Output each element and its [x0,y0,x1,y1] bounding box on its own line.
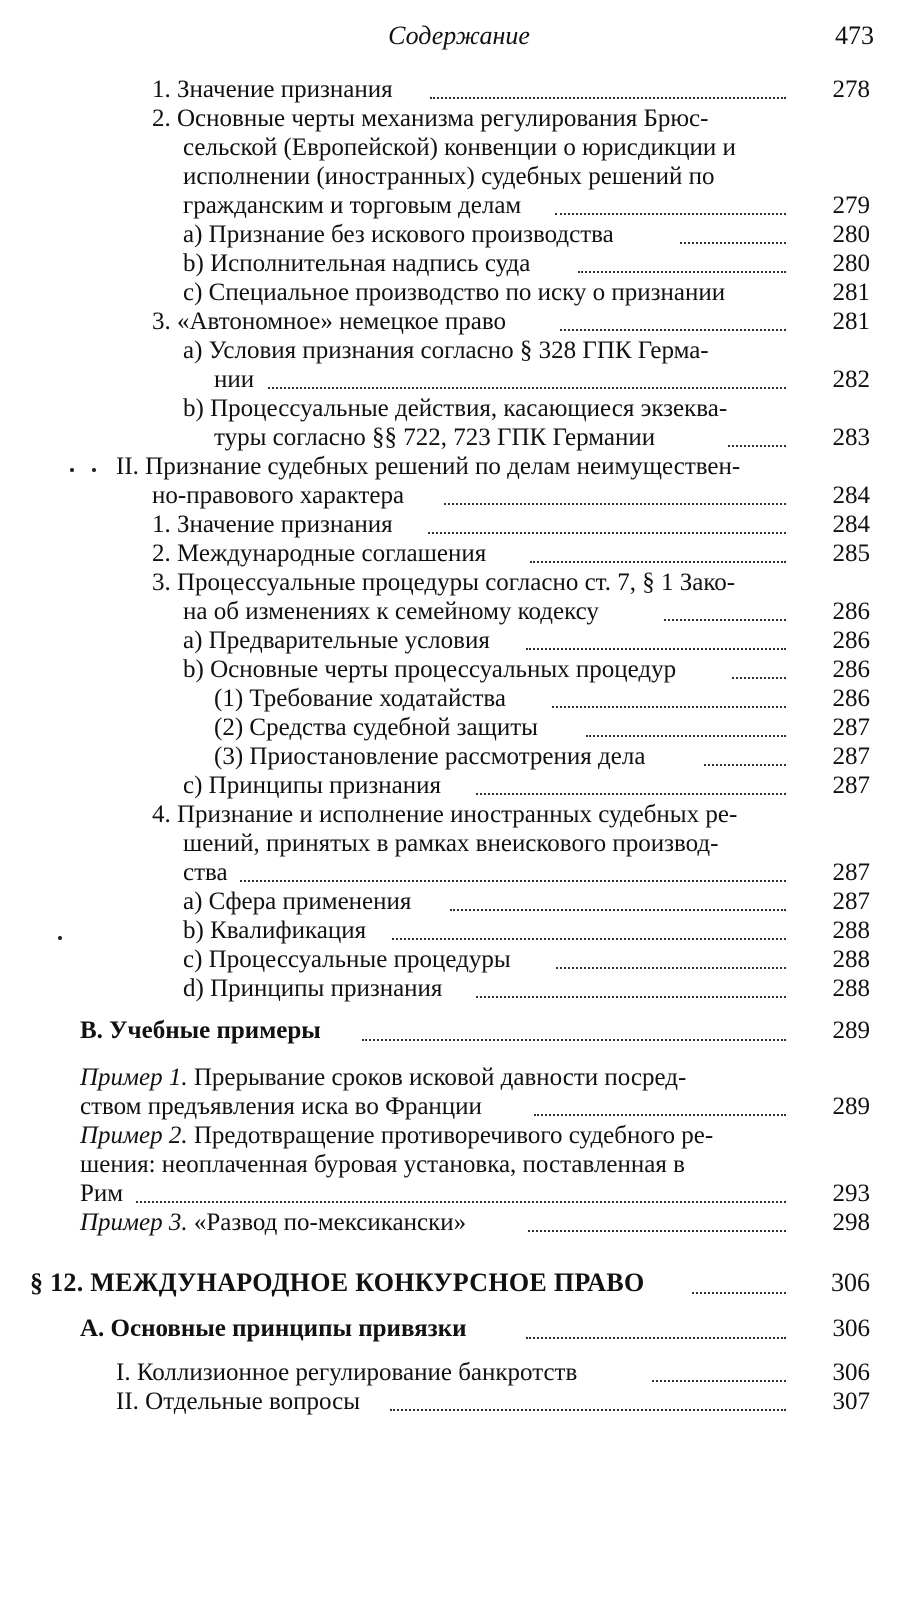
toc-entry-page: 281 [832,308,870,335]
toc-entry-title-cont: Рим [80,1180,124,1207]
toc-entry-page: 287 [832,714,870,741]
toc-entry[interactable] [0,104,918,220]
toc-entry-page: 279 [832,192,870,219]
toc-entry-page: 287 [832,859,870,886]
toc-entry[interactable] [0,1016,918,1046]
toc-entry-page: 286 [832,598,870,625]
toc-entry[interactable] [0,626,918,655]
leader-dots [476,793,786,795]
toc-entry-title-line [80,1121,713,1150]
leader-dots [578,271,786,273]
toc-entry-page: 306 [832,1359,870,1386]
leader-dots [552,706,786,708]
leader-dots [362,1039,786,1041]
toc-entry-title: a) Условия признания согласно § 328 ГПК Герма- [183,337,709,364]
toc-entry-title: b) Исполнительная надпись суда [183,250,531,277]
toc-entry-page: 286 [832,627,870,654]
toc-entry-title: d) Принципы признания [183,975,443,1002]
toc-entry[interactable] [0,394,918,452]
leader-dots [680,242,786,244]
leader-dots [528,1230,786,1232]
toc-entry-title-cont: исполнении (иностранных) судебных решений по [183,163,715,190]
toc-entry-page: 278 [832,76,870,103]
leader-dots [476,996,786,998]
toc-entry-title: II. Признание судебных решений по делам неимуществен- [116,453,741,480]
toc-entry-page: 287 [832,743,870,770]
toc-entry-title-cont: на об изменениях к семейному кодексу [183,598,599,625]
toc-entry[interactable] [0,916,918,945]
running-title: Содержание [388,21,530,50]
toc-entry-title: 2. Основные черты механизма регулирования Брюс- [152,105,709,132]
toc-entry-title: B. Учебные примеры [80,1017,321,1044]
toc-entry-title: 2. Международные соглашения [152,540,487,567]
leader-dots [526,648,786,650]
toc-entry[interactable] [0,1387,918,1416]
toc-entry-title: (2) Средства судебной защиты [214,714,538,741]
toc-entry-title-cont: нии [214,366,255,393]
toc-entry-title: a) Сфера применения [183,888,412,915]
leader-dots [728,445,786,447]
leader-dots [136,1201,786,1203]
toc-entry-title: 3. Процессуальные процедуры согласно ст. 7, § 1 Зако- [152,569,736,596]
leader-dots [732,677,786,679]
toc-entry[interactable] [0,684,918,713]
toc-entry-page: 289 [832,1017,870,1044]
toc-entry-title: 4. Признание и исполнение иностранных судебных ре- [152,801,738,828]
toc-entry-page: 280 [832,221,870,248]
toc-entry-page: 284 [832,482,870,509]
example-label: Пример 3. [80,1209,188,1236]
toc-entry-title-cont: но-правового характера [152,482,405,509]
toc-entry[interactable] [0,713,918,742]
toc-entry-title-cont: ством предъявления иска во Франции [80,1093,482,1120]
toc-entry-page: 280 [832,250,870,277]
toc-entry[interactable] [0,771,918,800]
leader-dots [560,329,786,331]
toc-entry-page: 287 [832,772,870,799]
leader-dots [652,1380,786,1382]
leader-dots [444,503,786,505]
leader-dots [392,938,786,940]
running-header [0,18,918,54]
toc-entry[interactable] [0,1314,918,1344]
toc-entry[interactable] [0,974,918,1003]
toc-entry[interactable] [0,1358,918,1387]
toc-entry[interactable] [0,307,918,336]
toc-entry-page: 285 [832,540,870,567]
toc-entry[interactable] [0,452,918,510]
leader-dots [704,764,786,766]
toc-entry[interactable] [0,800,918,887]
toc-entry-title: c) Принципы признания [183,772,442,799]
leader-dots [664,619,786,621]
toc-entry-page: 288 [832,917,870,944]
toc-entry-title: b) Процессуальные действия, касающиеся экзеква- [183,395,728,422]
toc-entry[interactable] [0,655,918,684]
toc-entry[interactable] [0,1208,918,1237]
toc-entry-section[interactable] [0,1268,918,1300]
toc-entry-title: II. Отдельные вопросы [116,1388,361,1415]
section-title: § 12. МЕЖДУНАРОДНОЕ КОНКУРСНОЕ ПРАВО [30,1268,645,1297]
toc-entry[interactable] [0,336,918,394]
toc-entry-title: «Развод по-мексикански» [193,1209,467,1236]
toc-entry[interactable] [0,539,918,568]
toc-entry-title-line [80,1063,686,1092]
leader-dots [526,1337,786,1339]
toc-entry-title: c) Специальное производство по иску о признании [183,279,726,306]
toc-entry-title-cont: шений, принятых в рамках внеискового производ- [183,830,719,857]
toc-entry[interactable] [0,249,918,278]
toc-entry-title: (3) Приостановление рассмотрения дела [214,743,646,770]
toc-entry-title: 1. Значение признания [152,511,393,538]
toc-entry-title: b) Квалификация [183,917,367,944]
toc-entry[interactable] [0,1063,918,1121]
toc-entry-page: 281 [832,279,870,306]
toc-entry-title: А. Основные принципы привязки [80,1315,467,1342]
leader-dots [530,561,786,563]
toc-entry-title-cont: гражданским и торговым делам [183,192,522,219]
toc-entry-page: 283 [832,424,870,451]
toc-entry-page: 293 [832,1180,870,1207]
example-label: Пример 1. [80,1064,188,1091]
toc-entry-title: b) Основные черты процессуальных процедур [183,656,677,683]
example-label: Пример 2. [80,1122,188,1149]
toc-entry-page: 288 [832,975,870,1002]
page-number: 473 [835,21,874,50]
toc-entry-page: 286 [832,656,870,683]
toc-entry-title-cont: сельской (Европейской) конвенции о юрисдикции и [183,134,736,161]
toc-entry-page: 288 [832,946,870,973]
toc-entry[interactable] [0,278,918,307]
toc-entry-page: 282 [832,366,870,393]
toc-entry-page: 307 [832,1388,870,1415]
toc-entry-page: 298 [832,1209,870,1236]
toc-entry-title-cont: туры согласно §§ 722, 723 ГПК Германии [214,424,656,451]
toc-entry-title-line [80,1208,466,1237]
toc-entry-page: 289 [832,1093,870,1120]
toc-entry[interactable] [0,887,918,916]
toc-entry-title: Предотвращение противоречивого судебного ре- [193,1122,714,1149]
toc-entry-page: 306 [832,1315,870,1342]
toc-entry-page: 286 [832,685,870,712]
toc-entry-title: a) Предварительные условия [183,627,490,654]
leader-dots [390,1409,786,1411]
toc-entry-page: 287 [832,888,870,915]
toc-entry[interactable] [0,220,918,249]
leader-dots [450,909,786,911]
toc-entry[interactable] [0,1121,918,1208]
leader-dots [556,967,786,969]
toc-entry-title-cont: шения: неоплаченная буровая установка, поставленная в [80,1151,685,1178]
leader-dots [534,1114,786,1116]
leader-dots [268,387,786,389]
toc-entry-title: 3. «Автономное» немецкое право [152,308,506,335]
toc-entry[interactable] [0,510,918,539]
toc-entry[interactable] [0,568,918,626]
leader-dots [555,213,786,215]
toc-entry-title: a) Признание без искового производства [183,221,614,248]
toc-entry[interactable] [0,945,918,974]
toc-entry-title: Прерывание сроков исковой давности посред- [193,1064,687,1091]
toc-entry-title: c) Процессуальные процедуры [183,946,511,973]
toc-entry[interactable] [0,75,918,104]
toc-entry-title: I. Коллизионное регулирование банкротств [116,1359,578,1386]
leader-dots [428,532,786,534]
toc-entry-title: (1) Требование ходатайства [214,685,507,712]
leader-dots [692,1292,786,1294]
leader-dots [430,97,786,99]
toc-entry[interactable] [0,742,918,771]
leader-dots [240,880,786,882]
toc-entry-title-cont: ства [183,859,228,886]
leader-dots [586,735,786,737]
toc-entry-page: 306 [831,1268,870,1297]
toc-entry-title: 1. Значение признания [152,76,393,103]
toc-entry-page: 284 [832,511,870,538]
